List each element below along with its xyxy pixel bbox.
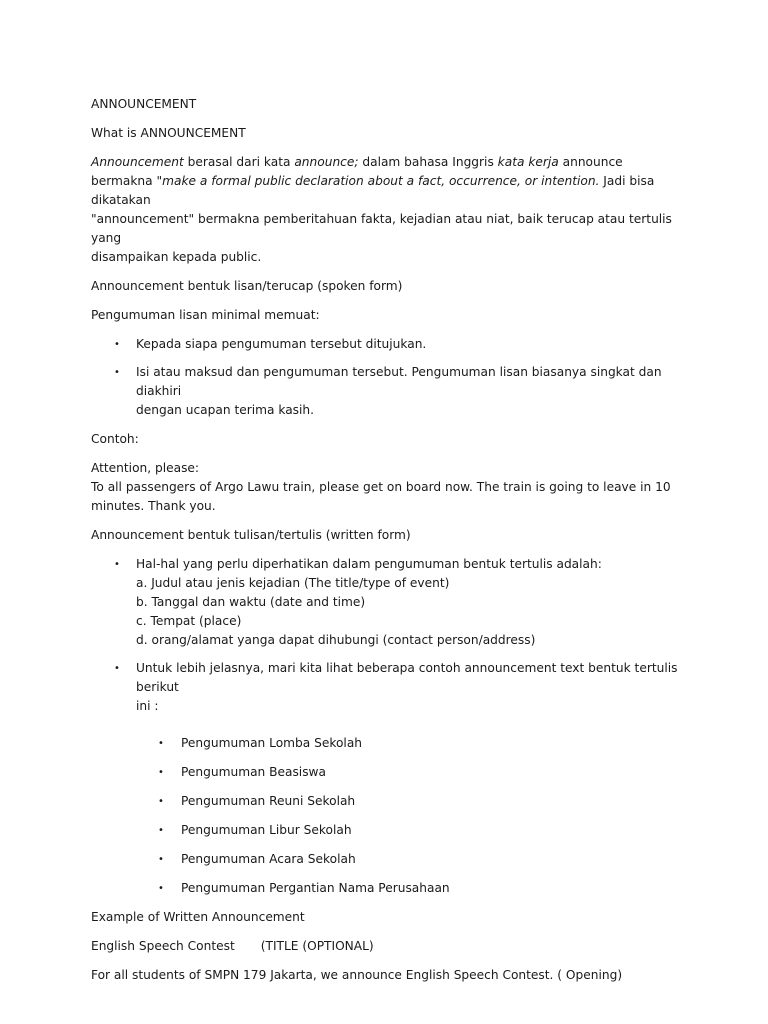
list-item-text: d. orang/alamat yanga dapat dihubungi (contact person/address) (136, 633, 536, 647)
definition-text: Jadi bisa dikatakan (91, 174, 655, 207)
spoken-example-line-3: minutes. Thank you. (91, 499, 216, 513)
document-heading: ANNOUNCEMENT (91, 97, 197, 111)
list-item (91, 792, 691, 811)
example-label: Contoh: (91, 432, 139, 446)
list-item-text: Pengumuman Libur Sekolah (181, 823, 352, 837)
contest-title-note: (TITLE (OPTIONAL) (260, 939, 374, 953)
what-is-heading: What is ANNOUNCEMENT (91, 126, 246, 140)
bullet-icon: • (114, 367, 120, 378)
bullet-icon: • (158, 738, 164, 749)
bullet-icon: • (158, 854, 164, 865)
list-item (91, 734, 691, 753)
definition-text: berasal dari kata (183, 155, 295, 169)
list-item-text: ini : (136, 699, 159, 713)
list-item-text: Kepada siapa pengumuman tersebut ditujukan. (136, 337, 427, 351)
list-item-text: b. Tanggal dan waktu (date and time) (136, 595, 366, 609)
list-item-text: dengan ucapan terima kasih. (136, 403, 314, 417)
word-announce: announce; (294, 155, 359, 169)
spoken-example-line-1: Attention, please: (91, 461, 200, 475)
bullet-icon: • (114, 559, 120, 570)
spoken-form-heading: Announcement bentuk lisan/terucap (spoken form) (91, 279, 403, 293)
spoken-requirements-list (91, 335, 691, 420)
list-item (91, 555, 691, 650)
list-item-text: Pengumuman Pergantian Nama Perusahaan (181, 881, 450, 895)
list-item (91, 763, 691, 782)
definition-text: bermakna " (91, 174, 163, 188)
definition-line-4: disampaikan kepada public. (91, 250, 262, 264)
list-item (91, 659, 691, 898)
term-announcement: Announcement (91, 155, 184, 169)
bullet-icon: • (114, 339, 120, 350)
bullet-icon: • (158, 767, 164, 778)
list-item-text: Hal-hal yang perlu diperhatikan dalam pengumuman bentuk tertulis adalah: (136, 557, 602, 571)
list-item-text: Pengumuman Beasiswa (181, 765, 326, 779)
list-item (91, 850, 691, 869)
contest-title: English Speech Contest (91, 939, 235, 953)
example-announcements-list (91, 734, 691, 898)
list-item-text: a. Judul atau jenis kejadian (The title/type of event) (136, 576, 450, 590)
definition-paragraph (91, 153, 691, 267)
bullet-icon: • (158, 825, 164, 836)
spoken-example (91, 459, 691, 516)
list-item-text: c. Tempat (place) (136, 614, 242, 628)
written-form-heading: Announcement bentuk tulisan/tertulis (written form) (91, 528, 411, 542)
list-item-text: Untuk lebih jelasnya, mari kita lihat beberapa contoh announcement text bentuk tertulis berikut (136, 661, 678, 694)
definition-line-3: "announcement" bermakna pemberitahuan fakta, kejadian atau niat, baik terucap atau tertulis yang (91, 212, 672, 245)
bullet-icon: • (114, 663, 120, 674)
definition-line-1 (91, 153, 691, 172)
opening-paragraph: For all students of SMPN 179 Jakarta, we announce English Speech Contest. ( Opening) (91, 968, 623, 982)
definition-meaning: make a formal public declaration about a fact, occurrence, or intention. (162, 174, 600, 188)
list-item (91, 821, 691, 840)
bullet-icon: • (158, 796, 164, 807)
definition-text: dalam bahasa Inggris (358, 155, 498, 169)
example-written-heading: Example of Written Announcement (91, 910, 305, 924)
list-item-text: Pengumuman Acara Sekolah (181, 852, 356, 866)
written-requirements-list (91, 555, 691, 898)
definition-line-2 (91, 172, 691, 210)
contest-title-line (91, 937, 691, 956)
list-item-text: Pengumuman Lomba Sekolah (181, 736, 363, 750)
document-page (91, 95, 691, 995)
list-item (91, 879, 691, 898)
list-item (91, 335, 691, 354)
word-kata-kerja: kata kerja (497, 155, 559, 169)
bullet-icon: • (158, 883, 164, 894)
list-item-text: Pengumuman Reuni Sekolah (181, 794, 356, 808)
list-item (91, 363, 691, 420)
spoken-intro: Pengumuman lisan minimal memuat: (91, 308, 320, 322)
list-item-text: Isi atau maksud dan pengumuman tersebut. Pengumuman lisan biasanya singkat dan diakhiri (136, 365, 662, 398)
definition-text: announce (558, 155, 623, 169)
spoken-example-line-2: To all passengers of Argo Lawu train, please get on board now. The train is going to leave in 10 (91, 480, 671, 494)
